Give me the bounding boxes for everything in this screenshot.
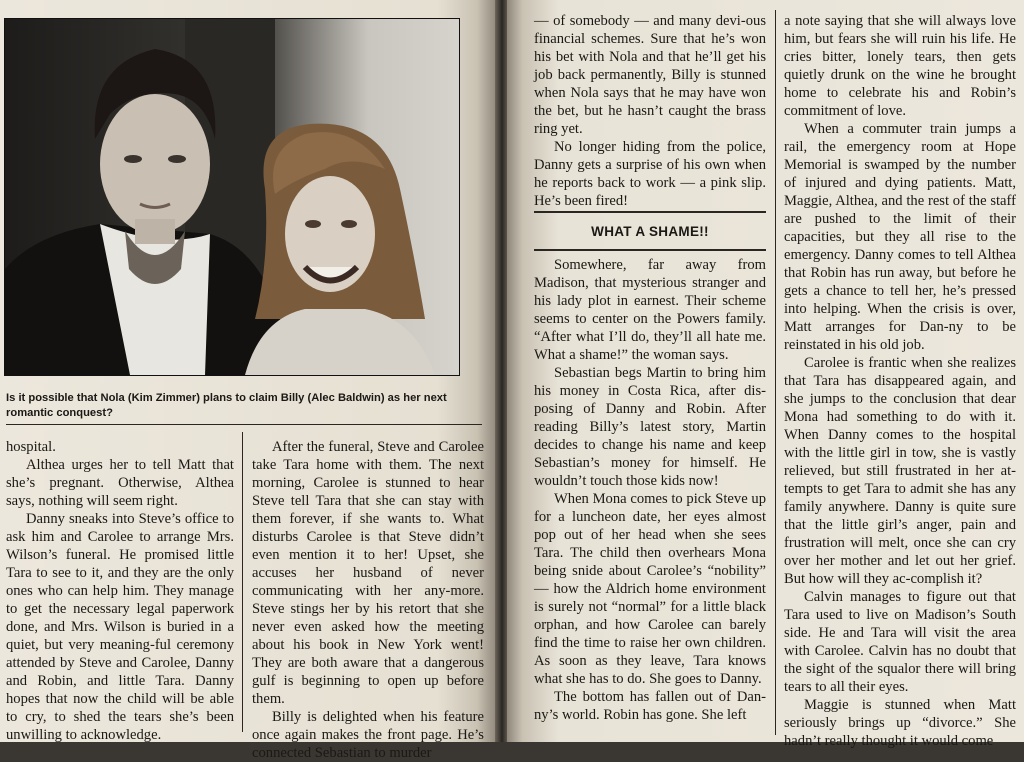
column-divider bbox=[242, 432, 243, 732]
section-header bbox=[534, 211, 766, 251]
paragraph: Sebastian begs Martin to bring him his money in Costa Rica, after dis-posing of Danny and Robin. After reading Billy’s latest story, Martin decides to change his name and keep Sebastian’s money for himself. He wouldn’t touch those kids now! bbox=[534, 365, 766, 489]
paragraph: a note saying that she will always love him, but fears she will ruin his life. He cries bitter, lonely tears, then gets quietly drunk on the wine he brought home to celebrate his and Robin’s commitment of love. bbox=[784, 13, 1016, 119]
right-column-2 bbox=[784, 12, 1016, 750]
paragraph: Althea urges her to tell Matt that she’s pregnant. Otherwise, Althea says, nothing will seem right. bbox=[6, 457, 234, 509]
paragraph: hospital. bbox=[6, 439, 56, 455]
left-column-2 bbox=[252, 438, 484, 762]
paragraph: Calvin manages to figure out that Tara used to live on Madison’s South side. He and Tara will visit the area with Carolee. Calvin has no doubt that the sight of the squalor there will bring tears to all their eyes. bbox=[784, 589, 1016, 695]
paragraph: After the funeral, Steve and Carolee take Tara home with them. The next morning, Carolee is stunned to hear Steve tell Tara that she can stay with them forever, if she wants to. What disturbs Carolee is that Steve didn’t even mention it to her! Upset, she accuses her husband of never communicating with her any-more. Steve stings her by his retort that she never even asked how the meeting about his book in New York went! They are both aware that a dangerous gulf is beginning to open up before them. bbox=[252, 439, 484, 707]
paragraph: Carolee is frantic when she realizes that Tara has disappeared again, and she jumps to the conclusion that dear Mona had something to do with it. When Danny comes to the hospital with the little girl in tow, she is vastly relieved, but still frustrated in her at-tempts to get Tara to admit she has any family anywhere. Danny is quite sure that the little girl’s anger, pain and frustration will melt, once she can cry over her mother and let out her grief. But how will they ac-complish it? bbox=[784, 355, 1016, 587]
paragraph: When a commuter train jumps a rail, the emergency room at Hope Memorial is swamped by the number of injured and dying patients. Matt, Maggie, Althea, and the rest of the staff are pushed to the limit of their capacities, but they all rise to the emergency. Danny comes to tell Althea that Robin has run away, but before he gets a chance to tell her, he’s pressed into helping. When the crisis is over, Matt arranges for Dan-ny to be reinstated in his old job. bbox=[784, 121, 1016, 353]
photo-caption: Is it possible that Nola (Kim Zimmer) plans to claim Billy (Alec Baldwin) as her next romantic conquest? bbox=[6, 392, 447, 419]
right-column-1-bottom bbox=[534, 256, 766, 724]
paragraph: Maggie is stunned when Matt seriously brings up “divorce.” She hadn’t really thought it would come bbox=[784, 697, 1016, 749]
portrait-photo-two-people-icon bbox=[5, 19, 459, 375]
paragraph: — of somebody — and many devi-ous financial schemes. Sure that he’s won his bet with Nola and that he’ll get his job back permanently, Billy is stunned when Nola says that he may have won the bet, but he hasn’t caught the brass ring yet. bbox=[534, 13, 766, 137]
left-page bbox=[0, 0, 497, 761]
right-column-1-top bbox=[534, 12, 766, 210]
caption-rule bbox=[6, 424, 482, 425]
paragraph: No longer hiding from the police, Danny gets a surprise of his own when he reports back to work — a pink slip. He’s been fired! bbox=[534, 139, 766, 209]
photo bbox=[4, 18, 460, 376]
paragraph: Somewhere, far away from Madison, that mysterious stranger and his lady plot in earnest. Their scheme seems to center on the Powers family. “After what I’ll do, they’ll all hate me. What a shame!” the woman says. bbox=[534, 257, 766, 363]
paragraph: When Mona comes to pick Steve up for a luncheon date, her eyes almost pop out of her head when she sees Tara. The child then overhears Mona being snide about Carolee’s “nobility” — how the Aldrich home environment is surely not “normal” for a little black orphan, and how Carolee can barely find the time to raise her own children. As soon as they leave, Tara knows what she has to do. She goes to Danny. bbox=[534, 491, 766, 687]
section-header-text: WHAT A SHAME!! bbox=[591, 223, 709, 239]
paragraph: Billy is delighted when his feature once again makes the front page. He’s connected Sebastian to murder bbox=[252, 709, 484, 761]
paragraph: Danny sneaks into Steve’s office to ask him and Carolee to arrange Mrs. Wilson’s funeral. He promised little Tara to see to it, and they are the only ones who can help him. They manage to get the necessary legal paperwork done, and Mrs. Wilson is buried in a quiet, but very meaning-ful ceremony attended by Steve and Carolee, Danny and Robin, and little Tara. Danny hopes that now the child will be able to cry, to shed the tears she’s been unwilling to acknowledge. bbox=[6, 511, 234, 743]
left-column-1 bbox=[6, 438, 234, 744]
column-divider bbox=[775, 10, 776, 735]
paragraph: The bottom has fallen out of Dan-ny’s world. Robin has gone. She left bbox=[534, 689, 766, 723]
